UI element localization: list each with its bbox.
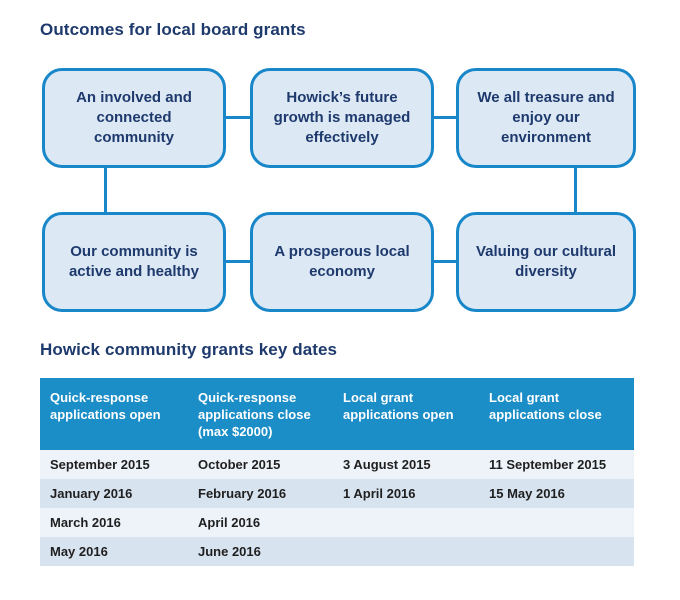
table-cell: September 2015 (40, 450, 188, 479)
table-cell: October 2015 (188, 450, 333, 479)
outcome-box-active-healthy: Our community is active and healthy (42, 212, 226, 312)
table-row (40, 537, 634, 566)
column-header-quick-response-open: Quick-response applications open (40, 378, 188, 450)
column-header-local-grant-open: Local grant applications open (333, 378, 479, 450)
column-header-quick-response-close: Quick-response applications close (max $2000) (188, 378, 333, 450)
column-header-local-grant-close: Local grant applications close (479, 378, 634, 450)
outcome-box-cultural-diversity: Valuing our cultural diversity (456, 212, 636, 312)
outcome-box-future-growth: Howick’s future growth is managed effectively (250, 68, 434, 168)
table-header-row (40, 378, 634, 450)
table-row (40, 479, 634, 508)
table-cell: 1 April 2016 (333, 479, 479, 508)
table-cell (479, 508, 634, 537)
table-cell (333, 508, 479, 537)
table-cell: 11 September 2015 (479, 450, 634, 479)
table-cell: 15 May 2016 (479, 479, 634, 508)
table-row (40, 508, 634, 537)
key-dates-table (40, 378, 634, 566)
outcome-box-involved-community: An involved and connected community (42, 68, 226, 168)
outcome-box-prosperous-economy: A prosperous local economy (250, 212, 434, 312)
table-cell (479, 537, 634, 566)
table-cell: April 2016 (188, 508, 333, 537)
table-cell: May 2016 (40, 537, 188, 566)
table-row (40, 450, 634, 479)
key-dates-heading: Howick community grants key dates (40, 340, 338, 359)
table-cell: March 2016 (40, 508, 188, 537)
outcome-box-environment: We all treasure and enjoy our environment (456, 68, 636, 168)
outcomes-heading: Outcomes for local board grants (40, 20, 306, 39)
table-cell: February 2016 (188, 479, 333, 508)
table-cell: January 2016 (40, 479, 188, 508)
table-cell: 3 August 2015 (333, 450, 479, 479)
table-cell (333, 537, 479, 566)
table-cell: June 2016 (188, 537, 333, 566)
